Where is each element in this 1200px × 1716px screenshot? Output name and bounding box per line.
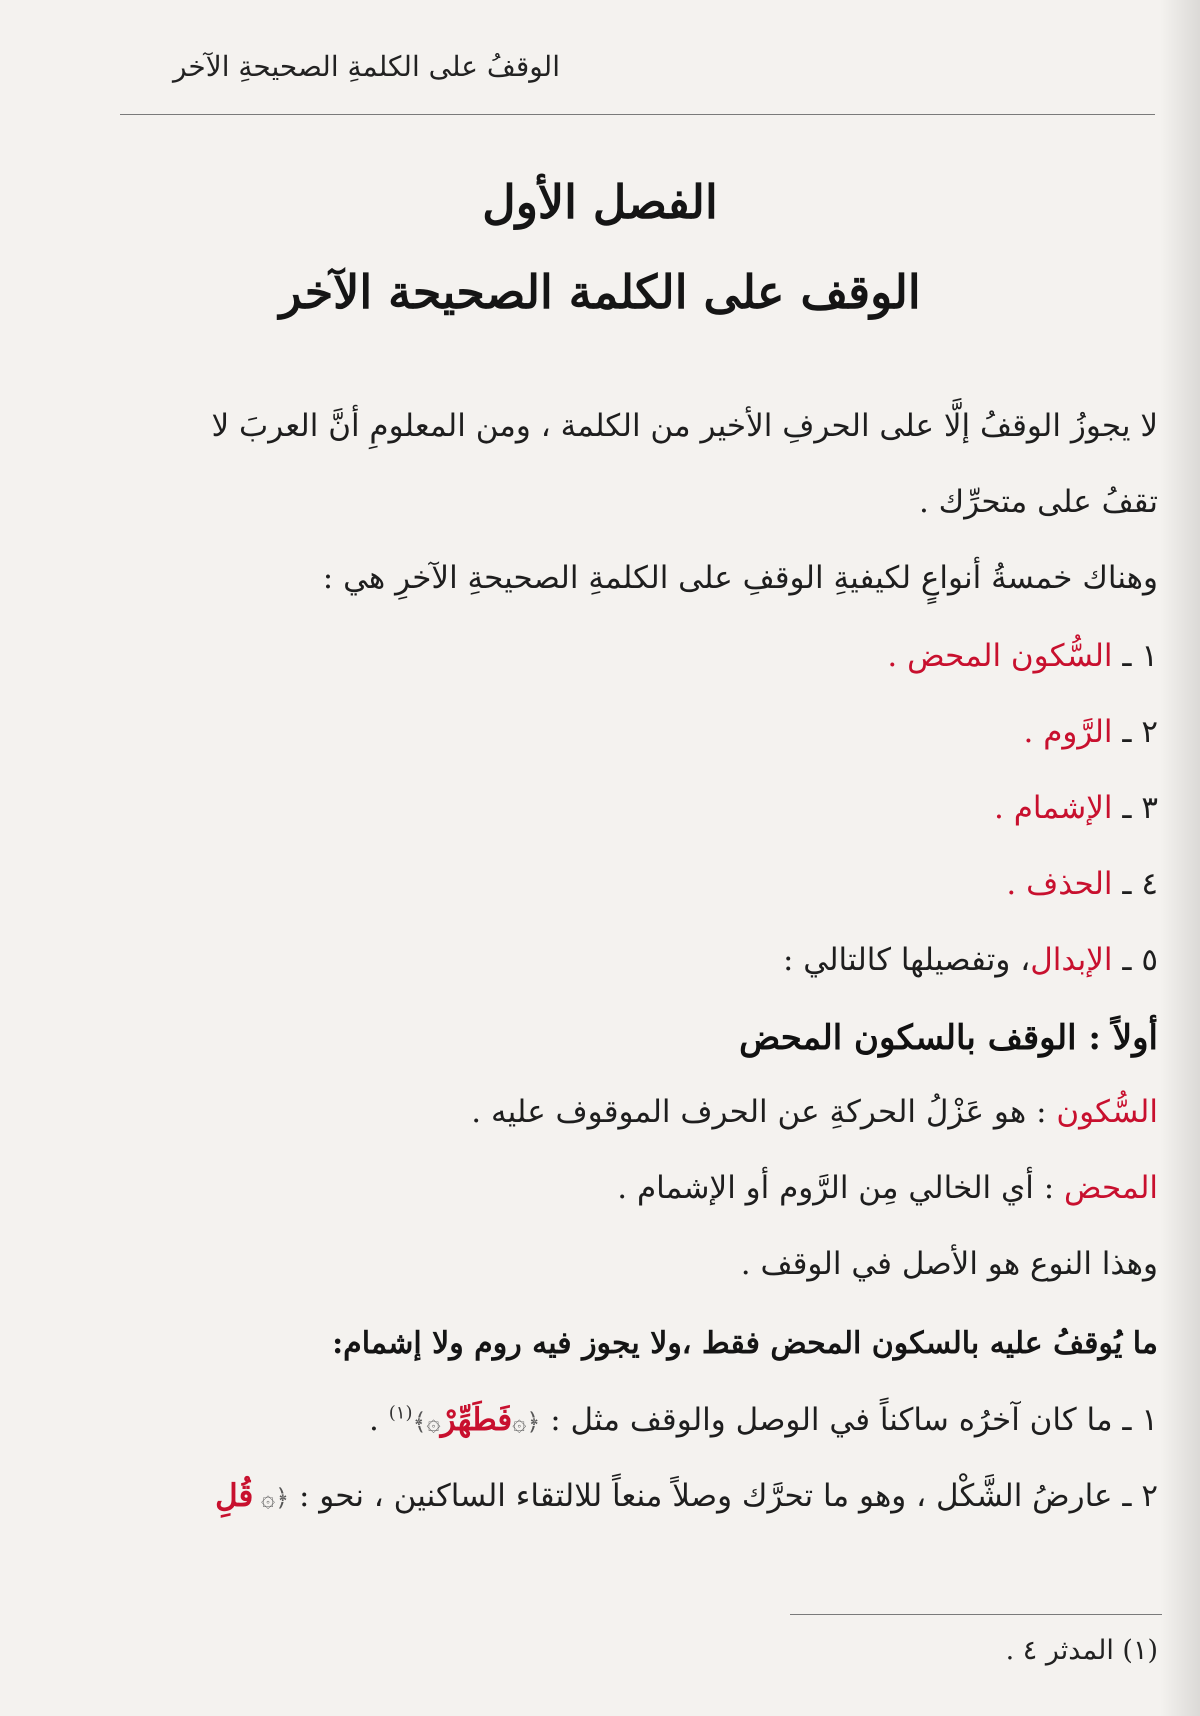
footnote: (١) المدثر ٤ . — [1005, 1635, 1158, 1666]
type-item-5 — [118, 942, 1158, 979]
intro-line-1: لا يجوزُ الوقفُ إلَّا على الحرفِ الأخير من الكلمة ، ومن المعلومِ أنَّ العربَ لا — [211, 408, 1158, 444]
example-item-text: ١ ـ ما كان آخرُه ساكناً في الوصل والوقف مثل : — [540, 1402, 1158, 1438]
running-header: الوقفُ على الكلمةِ الصحيحةِ الآخر — [172, 50, 560, 83]
definition-text: : هو عَزْلُ الحركةِ عن الحرف الموقوف عليه . — [471, 1094, 1057, 1130]
type-item-2 — [118, 714, 1158, 751]
header-divider — [120, 114, 1155, 115]
type-item-label: الإبدال — [1030, 942, 1113, 978]
quran-bracket-open-icon: ﴿۞ — [512, 1408, 541, 1436]
type-item-label: الرَّوم . — [1023, 714, 1113, 750]
example-item-1: ١ ـ ما كان آخرُه ساكناً في الوصل والوقف مثل : ﴿۞فَطَهِّرْ۞﴾$^{(١)}$ . — [369, 1402, 1158, 1438]
note-line: وهذا النوع هو الأصل في الوقف . — [740, 1246, 1158, 1282]
example-item-text: ٢ ـ عارضُ الشَّكْل ، وهو ما تحرَّك وصلاً منعاً للالتقاء الساكنين ، نحو : — [289, 1478, 1158, 1514]
type-item-1 — [118, 638, 1158, 675]
intro-line-2: تقفُ على متحرِّك . — [918, 484, 1158, 520]
definition-mahd — [118, 1170, 1158, 1207]
type-item-label: الإشمام . — [994, 790, 1113, 826]
definition-term: السُّكون — [1056, 1094, 1158, 1130]
type-item-3 — [118, 790, 1158, 827]
type-item-4 — [118, 866, 1158, 903]
page-edge-shadow — [1160, 0, 1200, 1716]
type-item-number: ٤ ـ — [1122, 866, 1158, 902]
type-item-number: ٢ ـ — [1122, 714, 1158, 750]
definition-text: : أي الخالي مِن الرَّوم أو الإشمام . — [617, 1170, 1065, 1206]
definition-sukun — [118, 1094, 1158, 1131]
quran-word: فَطَهِّرْ — [440, 1402, 513, 1438]
chapter-title: الفصل الأول — [482, 175, 718, 229]
quran-bracket-close-icon: ۞﴾ — [412, 1408, 441, 1436]
type-item-number: ٣ ـ — [1122, 790, 1158, 826]
type-item-label: السُّكون المحض . — [887, 638, 1113, 674]
type-item-number: ٥ ـ — [1122, 942, 1158, 978]
type-item-number: ١ ـ — [1122, 638, 1158, 674]
definition-term: المحض — [1064, 1170, 1158, 1206]
type-item-label: الحذف . — [1006, 866, 1113, 902]
type-item-suffix: ، وتفصيلها كالتالي : — [782, 942, 1031, 978]
rule-heading: ما يُوقفُ عليه بالسكون المحض فقط ،ولا يجوز فيه روم ولا إشمام: — [332, 1326, 1158, 1361]
intro-line-3: وهناك خمسةُ أنواعٍ لكيفيةِ الوقفِ على الكلمةِ الصحيحةِ الآخرِ هي : — [322, 560, 1158, 596]
quran-word: قُلِ — [215, 1478, 254, 1514]
footnote-marker: (١) — [388, 1402, 413, 1424]
example-item-2 — [118, 1478, 1158, 1515]
footnote-divider — [790, 1614, 1162, 1615]
section-heading: أولاً : الوقف بالسكون المحض — [739, 1018, 1158, 1058]
quran-bracket-open-icon: ﴿۞ — [253, 1484, 290, 1512]
chapter-subtitle: الوقف على الكلمة الصحيحة الآخر — [279, 265, 921, 319]
